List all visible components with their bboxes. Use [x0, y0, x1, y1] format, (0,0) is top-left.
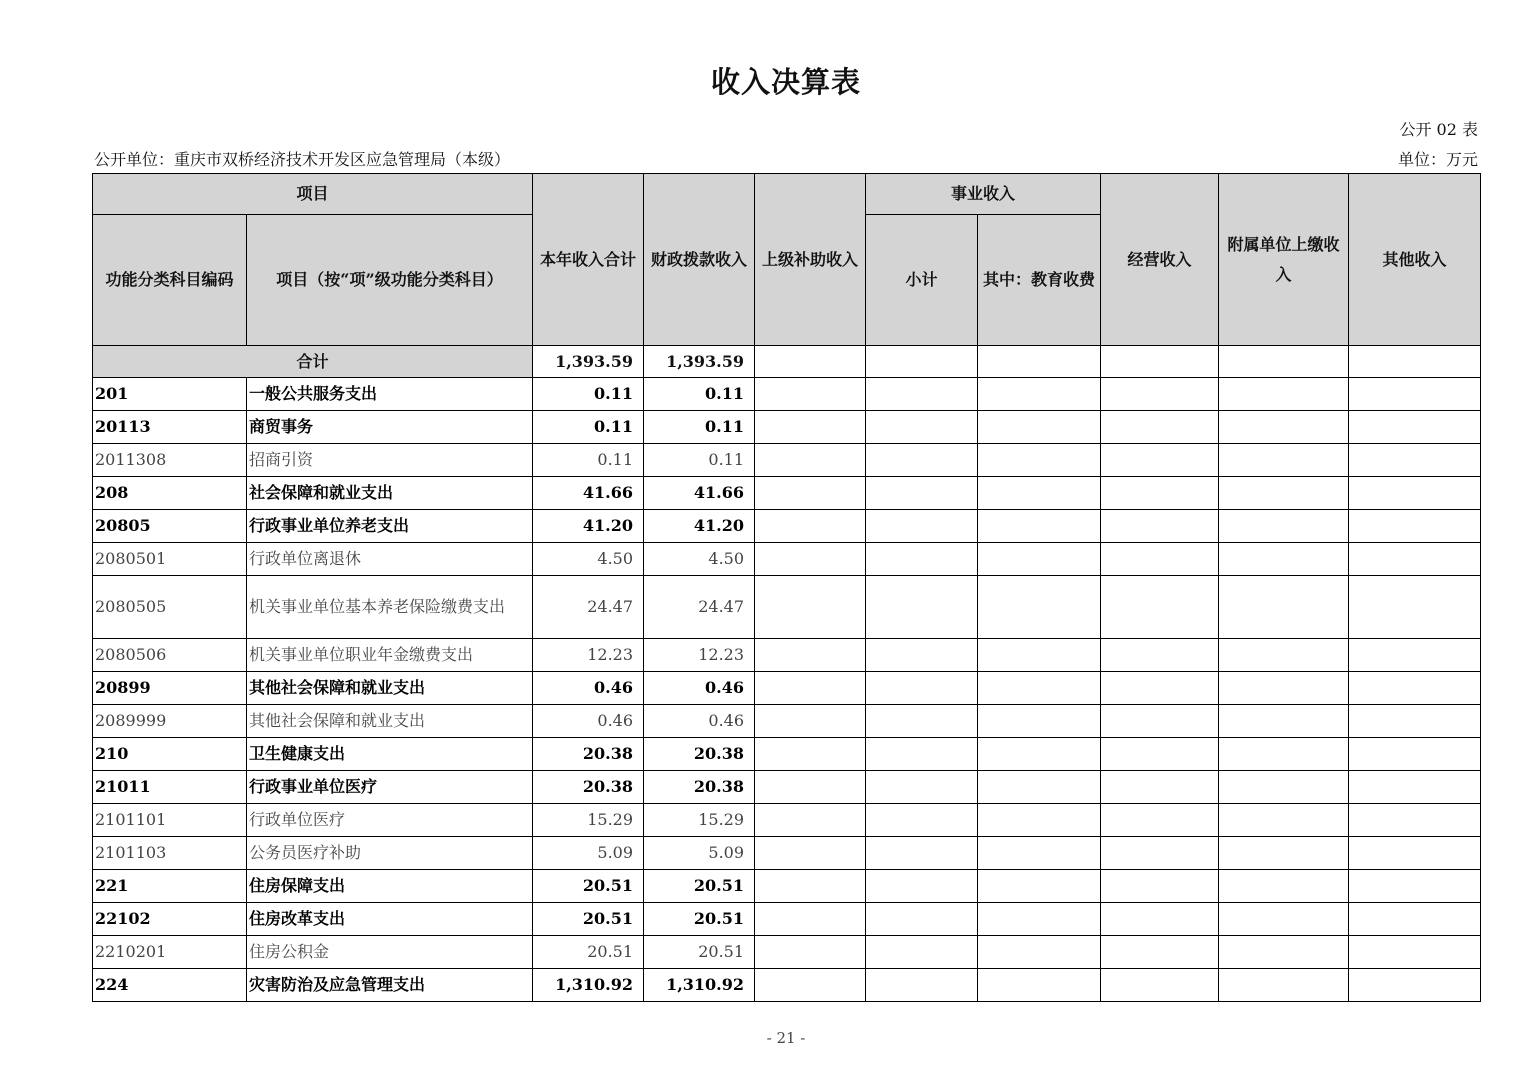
empty-cell	[866, 378, 978, 411]
empty-cell	[1219, 969, 1349, 1002]
empty-cell	[1101, 444, 1219, 477]
empty-cell	[866, 936, 978, 969]
empty-cell	[1219, 936, 1349, 969]
row-name: 行政单位离退休	[247, 543, 533, 576]
empty-cell	[1219, 903, 1349, 936]
income-final-accounts-table	[92, 173, 1481, 1002]
table-row	[93, 672, 1481, 705]
empty-cell	[1219, 444, 1349, 477]
empty-cell	[1101, 738, 1219, 771]
empty-cell	[755, 837, 866, 870]
empty-cell	[1349, 771, 1481, 804]
empty-cell	[866, 477, 978, 510]
empty-cell	[866, 444, 978, 477]
empty-cell	[978, 969, 1101, 1002]
table-row	[93, 411, 1481, 444]
table-row	[93, 705, 1481, 738]
empty-cell	[866, 738, 978, 771]
empty-cell	[755, 870, 866, 903]
empty-cell	[755, 705, 866, 738]
table-row	[93, 804, 1481, 837]
empty-cell	[1219, 672, 1349, 705]
table-row	[93, 378, 1481, 411]
row-code: 210	[93, 738, 247, 771]
empty-cell	[866, 804, 978, 837]
empty-cell	[755, 477, 866, 510]
empty-cell	[866, 576, 978, 639]
table-row	[93, 837, 1481, 870]
header-operating: 经营收入	[1101, 174, 1219, 346]
row-code: 224	[93, 969, 247, 1002]
empty-cell	[978, 411, 1101, 444]
header-name: 项目（按“项”级功能分类科目）	[247, 215, 533, 346]
table-row	[93, 576, 1481, 639]
empty-cell	[978, 870, 1101, 903]
row-code: 2080505	[93, 576, 247, 639]
table-row	[93, 543, 1481, 576]
empty-cell	[866, 969, 978, 1002]
empty-cell	[978, 804, 1101, 837]
empty-cell	[1219, 477, 1349, 510]
empty-cell	[866, 837, 978, 870]
empty-cell	[1101, 705, 1219, 738]
empty-cell	[1101, 804, 1219, 837]
empty-cell	[866, 672, 978, 705]
row-code: 2080501	[93, 543, 247, 576]
row-fiscal: 4.50	[644, 543, 755, 576]
header-superior: 上级补助收入	[755, 174, 866, 346]
empty-cell	[978, 705, 1101, 738]
empty-cell	[978, 672, 1101, 705]
table-row	[93, 870, 1481, 903]
empty-cell	[1349, 477, 1481, 510]
empty-cell	[1219, 837, 1349, 870]
row-total: 20.51	[533, 936, 644, 969]
row-fiscal: 1,310.92	[644, 969, 755, 1002]
empty-cell	[1101, 477, 1219, 510]
header-code: 功能分类科目编码	[93, 215, 247, 346]
row-name: 行政事业单位医疗	[247, 771, 533, 804]
empty-cell	[1349, 969, 1481, 1002]
header-fiscal: 财政拨款收入	[644, 174, 755, 346]
empty-cell	[866, 870, 978, 903]
empty-cell	[1219, 510, 1349, 543]
total-fiscal: 1,393.59	[644, 346, 755, 378]
currency-unit: 单位：万元	[1397, 150, 1478, 169]
empty-cell	[1349, 738, 1481, 771]
row-fiscal: 20.38	[644, 771, 755, 804]
reporting-unit: 公开单位：重庆市双桥经济技术开发区应急管理局（本级）	[94, 150, 511, 169]
row-name: 行政事业单位养老支出	[247, 510, 533, 543]
table-row	[93, 936, 1481, 969]
empty-cell	[866, 543, 978, 576]
row-fiscal: 0.46	[644, 705, 755, 738]
row-total: 4.50	[533, 543, 644, 576]
page-number: - 21 -	[766, 1029, 806, 1047]
total-label: 合计	[93, 346, 533, 378]
empty-cell	[978, 543, 1101, 576]
total-row	[93, 346, 1481, 378]
empty-cell	[1101, 837, 1219, 870]
empty-cell	[1101, 378, 1219, 411]
empty-cell	[755, 936, 866, 969]
row-code: 20805	[93, 510, 247, 543]
empty-cell	[1349, 870, 1481, 903]
row-fiscal: 12.23	[644, 639, 755, 672]
empty-cell	[1219, 771, 1349, 804]
empty-cell	[755, 411, 866, 444]
row-total: 0.11	[533, 378, 644, 411]
row-fiscal: 41.66	[644, 477, 755, 510]
empty-cell	[755, 672, 866, 705]
empty-cell	[1101, 771, 1219, 804]
row-name: 社会保障和就业支出	[247, 477, 533, 510]
empty-cell	[755, 969, 866, 1002]
row-code: 21011	[93, 771, 247, 804]
row-code: 2101103	[93, 837, 247, 870]
empty-cell	[1349, 378, 1481, 411]
row-name: 灾害防治及应急管理支出	[247, 969, 533, 1002]
row-fiscal: 41.20	[644, 510, 755, 543]
row-total: 0.46	[533, 672, 644, 705]
empty-cell	[1101, 870, 1219, 903]
table-row	[93, 639, 1481, 672]
header-education: 其中：教育收费	[978, 215, 1101, 346]
row-fiscal: 0.11	[644, 378, 755, 411]
empty-cell	[1349, 903, 1481, 936]
table-row	[93, 510, 1481, 543]
row-code: 208	[93, 477, 247, 510]
row-total: 5.09	[533, 837, 644, 870]
row-name: 商贸事务	[247, 411, 533, 444]
empty-cell	[978, 738, 1101, 771]
page-title: 收入决算表	[710, 65, 861, 99]
empty-cell	[1101, 969, 1219, 1002]
empty-cell	[755, 510, 866, 543]
empty-cell	[866, 771, 978, 804]
empty-cell	[755, 576, 866, 639]
empty-cell	[755, 639, 866, 672]
empty-cell	[866, 639, 978, 672]
empty-cell	[1101, 411, 1219, 444]
table-row	[93, 969, 1481, 1002]
empty-cell	[1349, 543, 1481, 576]
header-business: 事业收入	[866, 174, 1101, 215]
row-total: 20.51	[533, 870, 644, 903]
row-name: 机关事业单位职业年金缴费支出	[247, 639, 533, 672]
row-fiscal: 0.46	[644, 672, 755, 705]
empty-cell	[978, 771, 1101, 804]
empty-cell	[1219, 738, 1349, 771]
table-row	[93, 444, 1481, 477]
row-total: 20.38	[533, 738, 644, 771]
row-fiscal: 20.51	[644, 903, 755, 936]
empty-cell	[978, 477, 1101, 510]
row-name: 卫生健康支出	[247, 738, 533, 771]
empty-cell	[1349, 639, 1481, 672]
row-fiscal: 24.47	[644, 576, 755, 639]
row-total: 15.29	[533, 804, 644, 837]
empty-cell	[1349, 672, 1481, 705]
table-row	[93, 771, 1481, 804]
row-total: 24.47	[533, 576, 644, 639]
empty-cell	[1219, 411, 1349, 444]
row-code: 201	[93, 378, 247, 411]
empty-cell	[1219, 705, 1349, 738]
row-fiscal: 15.29	[644, 804, 755, 837]
header-project: 项目	[93, 174, 533, 215]
empty-cell	[1349, 837, 1481, 870]
row-total: 1,310.92	[533, 969, 644, 1002]
row-code: 22102	[93, 903, 247, 936]
row-total: 0.11	[533, 411, 644, 444]
empty-cell	[1219, 870, 1349, 903]
header-total: 本年收入合计	[533, 174, 644, 346]
row-fiscal: 20.51	[644, 936, 755, 969]
row-fiscal: 20.38	[644, 738, 755, 771]
header-affiliated: 附属单位上缴收入	[1219, 174, 1349, 346]
row-total: 20.38	[533, 771, 644, 804]
empty-cell	[978, 378, 1101, 411]
row-name: 其他社会保障和就业支出	[247, 705, 533, 738]
empty-cell	[1101, 543, 1219, 576]
row-name: 招商引资	[247, 444, 533, 477]
empty-cell	[755, 804, 866, 837]
row-code: 221	[93, 870, 247, 903]
form-number: 公开 02 表	[1399, 120, 1478, 139]
empty-cell	[755, 444, 866, 477]
empty-cell	[1101, 576, 1219, 639]
row-total: 41.66	[533, 477, 644, 510]
row-name: 公务员医疗补助	[247, 837, 533, 870]
empty-cell	[755, 903, 866, 936]
empty-cell	[1101, 936, 1219, 969]
empty-cell	[978, 936, 1101, 969]
empty-cell	[1349, 936, 1481, 969]
empty-cell	[1349, 705, 1481, 738]
row-total: 41.20	[533, 510, 644, 543]
empty-cell	[978, 837, 1101, 870]
row-fiscal: 0.11	[644, 444, 755, 477]
empty-cell	[1349, 411, 1481, 444]
row-code: 2089999	[93, 705, 247, 738]
empty-cell	[1101, 903, 1219, 936]
row-fiscal: 20.51	[644, 870, 755, 903]
row-fiscal: 0.11	[644, 411, 755, 444]
row-total: 20.51	[533, 903, 644, 936]
empty-cell	[1349, 576, 1481, 639]
row-code: 20899	[93, 672, 247, 705]
empty-cell	[755, 771, 866, 804]
row-name: 一般公共服务支出	[247, 378, 533, 411]
empty-cell	[1101, 639, 1219, 672]
empty-cell	[755, 543, 866, 576]
empty-cell	[1219, 378, 1349, 411]
row-total: 0.11	[533, 444, 644, 477]
empty-cell	[866, 411, 978, 444]
empty-cell	[866, 510, 978, 543]
row-total: 12.23	[533, 639, 644, 672]
empty-cell	[978, 444, 1101, 477]
empty-cell	[978, 903, 1101, 936]
row-name: 住房保障支出	[247, 870, 533, 903]
row-fiscal: 5.09	[644, 837, 755, 870]
row-code: 2210201	[93, 936, 247, 969]
empty-cell	[978, 576, 1101, 639]
empty-cell	[1219, 804, 1349, 837]
row-name: 行政单位医疗	[247, 804, 533, 837]
row-code: 2101101	[93, 804, 247, 837]
header-other: 其他收入	[1349, 174, 1481, 346]
row-total: 0.46	[533, 705, 644, 738]
empty-cell	[866, 705, 978, 738]
total-amount: 1,393.59	[533, 346, 644, 378]
empty-cell	[978, 639, 1101, 672]
row-name: 机关事业单位基本养老保险缴费支出	[247, 576, 533, 639]
row-name: 住房公积金	[247, 936, 533, 969]
empty-cell	[1349, 510, 1481, 543]
header-subtotal: 小计	[866, 215, 978, 346]
empty-cell	[866, 903, 978, 936]
empty-cell	[1219, 639, 1349, 672]
row-code: 2011308	[93, 444, 247, 477]
empty-cell	[1349, 444, 1481, 477]
empty-cell	[1349, 804, 1481, 837]
row-code: 20113	[93, 411, 247, 444]
row-name: 住房改革支出	[247, 903, 533, 936]
table-row	[93, 738, 1481, 771]
table-row	[93, 903, 1481, 936]
row-name: 其他社会保障和就业支出	[247, 672, 533, 705]
empty-cell	[1219, 576, 1349, 639]
empty-cell	[1101, 672, 1219, 705]
empty-cell	[1101, 510, 1219, 543]
empty-cell	[978, 510, 1101, 543]
empty-cell	[755, 378, 866, 411]
empty-cell	[755, 738, 866, 771]
empty-cell	[1219, 543, 1349, 576]
table-row	[93, 477, 1481, 510]
row-code: 2080506	[93, 639, 247, 672]
